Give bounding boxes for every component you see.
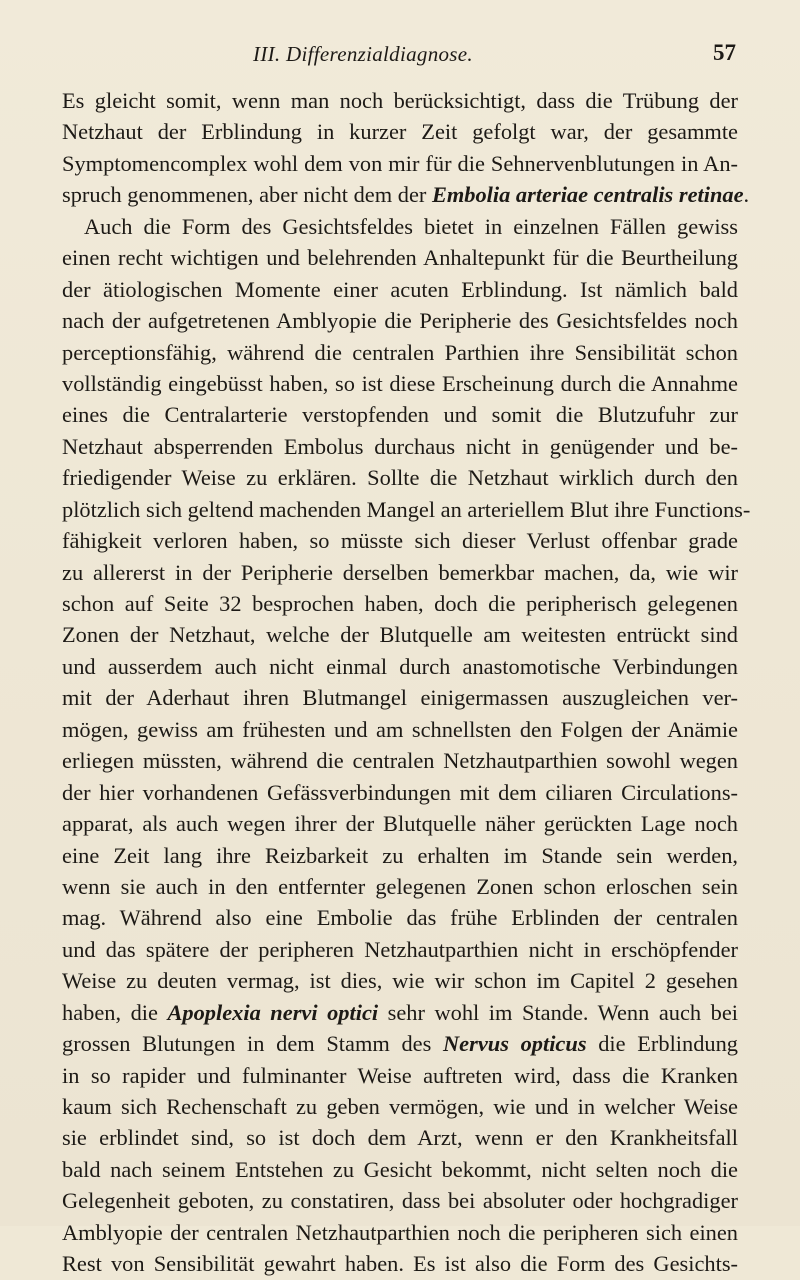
text-line bbox=[62, 965, 738, 996]
text-line bbox=[62, 1060, 738, 1091]
text-line bbox=[62, 777, 738, 808]
text-line bbox=[62, 1122, 738, 1153]
text-run: in so rapider und fulminanter Weise auftreten wird, dass die Kranken bbox=[62, 1062, 738, 1088]
body-text bbox=[62, 85, 751, 1280]
text-line bbox=[62, 682, 738, 713]
text-line bbox=[62, 588, 738, 619]
text-line bbox=[62, 934, 738, 965]
text-run: bald nach seinem Entstehen zu Gesicht bekommt, nicht selten noch die bbox=[62, 1156, 738, 1182]
text-run: der ätiologischen Momente einer acuten Erblindung. Ist nämlich bald bbox=[62, 276, 738, 302]
text-run: eine Zeit lang ihre Reizbarkeit zu erhalten im Stande sein werden, bbox=[62, 842, 738, 868]
text-line bbox=[62, 1217, 738, 1248]
text-run: haben, die bbox=[62, 999, 168, 1025]
text-line bbox=[62, 1091, 738, 1122]
text-line bbox=[62, 1028, 738, 1059]
text-line bbox=[62, 525, 738, 556]
text-line bbox=[62, 1154, 738, 1185]
text-run: Netzhaut absperrenden Embolus durchaus nicht in genügender und be- bbox=[62, 433, 738, 459]
latin-term: Embolia arteriae centralis retinae bbox=[431, 182, 744, 208]
text-run: Zonen der Netzhaut, welche der Blutquelle am weitesten entrückt sind bbox=[62, 622, 738, 648]
text-line bbox=[62, 1185, 738, 1216]
text-line bbox=[62, 242, 738, 273]
text-line bbox=[62, 368, 738, 399]
text-run: der hier vorhandenen Gefässverbindungen mit dem ciliaren Circulations- bbox=[62, 779, 738, 805]
text-run: sehr wohl im Stande. Wenn auch bei bbox=[378, 999, 738, 1025]
text-line bbox=[62, 305, 738, 336]
text-line bbox=[62, 494, 751, 525]
page-number: 57 bbox=[713, 40, 736, 65]
text-run: grossen Blutungen in dem Stamm des bbox=[62, 1031, 443, 1057]
text-run: Es gleicht somit, wenn man noch berücksichtigt, dass die Trübung der bbox=[62, 88, 738, 113]
text-run: Amblyopie der centralen Netzhautparthien noch die peripheren sich einen bbox=[62, 1219, 738, 1245]
text-run: nach der aufgetretenen Amblyopie die Peripherie des Gesichtsfeldes noch bbox=[62, 308, 738, 334]
text-run: wenn sie auch in den entfernter gelegenen Zonen schon erloschen sein bbox=[62, 873, 738, 899]
text-run: plötzlich sich geltend machenden Mangel an arteriellem Blut ihre Functions- bbox=[62, 496, 751, 522]
text-run: mag. Während also eine Embolie das frühe Erblinden der centralen bbox=[62, 905, 738, 931]
text-run: Auch die Form des Gesichtsfeldes bietet in einzelnen Fällen gewiss bbox=[84, 213, 738, 239]
text-line bbox=[62, 431, 738, 462]
text-run: fähigkeit verloren haben, so müsste sich dieser Verlust offenbar grade bbox=[62, 528, 738, 554]
text-line bbox=[62, 997, 738, 1028]
text-line bbox=[62, 462, 738, 493]
text-line bbox=[62, 148, 738, 179]
text-run: kaum sich Rechenschaft zu geben vermögen, wie und in welcher Weise bbox=[62, 1094, 738, 1119]
text-line bbox=[62, 808, 738, 839]
text-line bbox=[62, 619, 738, 650]
text-run: . bbox=[743, 182, 750, 208]
text-line bbox=[62, 871, 738, 902]
text-run: Symptomencomplex wohl dem von mir für die Sehnervenblutungen in An- bbox=[62, 150, 738, 176]
text-line bbox=[62, 274, 738, 305]
running-head bbox=[0, 36, 800, 70]
text-line bbox=[62, 179, 750, 210]
text-run: und ausserdem auch nicht einmal durch anastomotische Verbindungen bbox=[62, 653, 738, 679]
text-line bbox=[62, 557, 738, 588]
latin-term: Nervus opticus bbox=[443, 1031, 587, 1057]
text-run: sie erblindet sind, so ist doch dem Arzt, wenn er den Krankheitsfall bbox=[62, 1125, 738, 1151]
text-line bbox=[62, 85, 738, 116]
text-line bbox=[62, 714, 738, 745]
text-run: Netzhaut der Erblindung in kurzer Zeit gefolgt war, der gesammte bbox=[62, 119, 738, 145]
text-run: Gelegenheit geboten, zu constatiren, dass bei absoluter oder hochgradiger bbox=[62, 1188, 738, 1214]
text-run: einen recht wichtigen und belehrenden Anhaltepunkt für die Beurtheilung bbox=[62, 245, 738, 271]
text-run: friedigender Weise zu erklären. Sollte die Netzhaut wirklich durch den bbox=[62, 465, 738, 491]
latin-term: Apoplexia nervi optici bbox=[167, 999, 379, 1025]
text-line bbox=[62, 745, 738, 776]
text-run: eines die Centralarterie verstopfenden und somit die Blutzufuhr zur bbox=[62, 402, 738, 428]
text-run: Rest von Sensibilität gewahrt haben. Es ist also die Form des Gesichts- bbox=[62, 1251, 738, 1277]
text-line bbox=[62, 337, 738, 368]
text-run: Weise zu deuten vermag, ist dies, wie wir schon im Capitel 2 gesehen bbox=[62, 968, 738, 994]
text-run: vollständig eingebüsst haben, so ist diese Erscheinung durch die Annahme bbox=[62, 370, 738, 396]
text-run: schon auf Seite 32 besprochen haben, doch die peripherisch gelegenen bbox=[62, 591, 738, 616]
text-line bbox=[62, 399, 738, 430]
text-run: die Erblindung bbox=[586, 1031, 738, 1057]
text-line bbox=[62, 116, 738, 147]
text-line bbox=[62, 211, 738, 242]
text-line bbox=[62, 840, 738, 871]
text-line bbox=[62, 651, 738, 682]
text-run: apparat, als auch wegen ihrer der Blutquelle näher gerückten Lage noch bbox=[62, 811, 738, 837]
text-run: mit der Aderhaut ihren Blutmangel einigermassen auszugleichen ver- bbox=[62, 685, 738, 711]
text-run: und das spätere der peripheren Netzhautparthien nicht in erschöpfender bbox=[62, 936, 738, 962]
text-line bbox=[62, 1248, 738, 1279]
text-run: erliegen müssten, während die centralen Netzhautparthien sowohl wegen bbox=[62, 748, 738, 774]
chapter-title: III. Differenzialdiagnose. bbox=[253, 42, 473, 66]
text-run: perceptionsfähig, während die centralen Parthien ihre Sensibilität schon bbox=[62, 339, 738, 365]
text-run: spruch genommenen, aber nicht dem der bbox=[62, 182, 432, 208]
text-run: zu allererst in der Peripherie derselben bemerkbar machen, da, wie wir bbox=[62, 559, 738, 585]
text-run: mögen, gewiss am frühesten und am schnellsten den Folgen der Anämie bbox=[62, 716, 738, 742]
text-line bbox=[62, 902, 738, 933]
